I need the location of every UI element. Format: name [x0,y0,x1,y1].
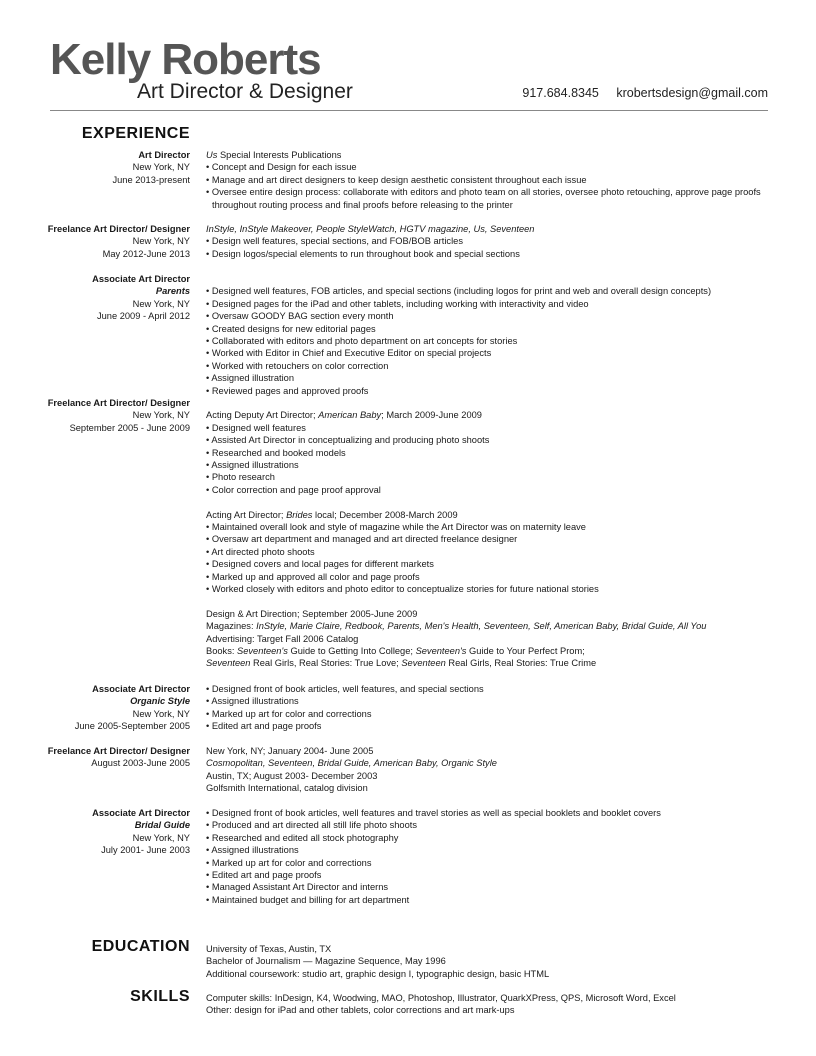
job-bullet: • Assigned illustration [206,373,295,384]
job-bullet: • Collaborated with editors and photo department on art concepts for stories [206,336,518,347]
job-bullet: • Managed Assistant Art Director and interns [206,882,389,893]
job-bullet: • Assigned illustrations [206,460,299,471]
job-bullet: • Oversaw GOODY BAG section every month [206,311,394,322]
job-location: New York, NY [132,298,190,309]
role-heading: Acting Art Director; Brides local; December 2008-March 2009 [206,509,458,520]
job-detail: Austin, TX; August 2003- December 2003 [206,770,378,781]
job-title: Freelance Art Director/ Designer [47,746,190,756]
job-publication: Organic Style [130,696,190,707]
job-bullet: • Concept and Design for each issue [206,162,357,173]
job-bullet: • Assigned illustrations [206,696,299,707]
job-employer: Us Special Interests Publications [206,150,342,160]
job-bullet: • Marked up art for color and corrections [206,708,372,719]
job-dates: July 2001- June 2003 [101,845,190,856]
phone-number: 917.684.8345 [522,86,599,100]
job-publication: Parents [155,286,190,297]
job-title: Associate Art Director [92,274,190,284]
job-bullet: • Designed covers and local pages for different markets [206,559,434,570]
job-bullet: • Design well features, special sections, and FOB/BOB articles [206,236,463,247]
contact-info [522,86,768,100]
job-bullet: • Worked with Editor in Chief and Executive Editor on special projects [206,348,492,359]
job-bullet: • Manage and art direct designers to keep design aesthetic consistent throughout each issue [206,174,587,185]
job-bullet: • Marked up and approved all color and page proofs [206,571,420,582]
job-location: New York, NY [132,236,190,247]
job-bullet: • Produced and art directed all still life photo shoots [206,820,418,831]
job-location: New York, NY [132,410,190,421]
job-dates: June 2005-September 2005 [74,721,190,732]
advertising-line: Advertising: Target Fall 2006 Catalog [206,633,359,644]
job-bullet: • Designed well features, FOB articles, and special sections (including logos for print and web and overall design concepts) [206,286,712,297]
job-dates: September 2005 - June 2009 [69,422,190,433]
job-bullet: • Photo research [206,472,275,483]
education-line: University of Texas, Austin, TX [206,944,332,954]
job-location: New York, NY [132,162,190,173]
job-bullet: • Assigned illustrations [206,845,299,856]
skills-line: Other: design for iPad and other tablets, color corrections and art mark-ups [206,1005,515,1016]
job-title: Associate Art Director [92,808,190,818]
job-bullet: • Researched and edited all stock photography [206,832,399,843]
job-title: Associate Art Director [92,684,190,694]
email-address: krobertsdesign@gmail.com [616,86,768,100]
job-bullet: • Marked up art for color and corrections [206,857,372,868]
candidate-title: Art Director & Designer [137,80,353,103]
job-bullet: • Created designs for new editorial pages [206,323,376,334]
job-dates: June 2013-present [112,174,190,185]
job-dates: August 2003-June 2005 [91,758,190,769]
candidate-name: Kelly Roberts [50,35,321,84]
job-location: New York, NY [132,832,190,843]
job-publication: Bridal Guide [134,820,190,831]
role-heading: Acting Deputy Art Director; American Baby; March 2009-June 2009 [206,410,482,421]
job-title: Art Director [138,150,190,160]
job-title: Freelance Art Director/ Designer [47,398,190,408]
magazines-line: Magazines: InStyle, Marie Claire, Redbook, Parents, Men's Health, Seventeen, Self, American Baby, Bridal Guide, All You [206,621,707,632]
education-heading: EDUCATION [91,938,190,955]
job-detail: New York, NY; January 2004- June 2005 [206,746,374,756]
education-line: Bachelor of Journalism — Magazine Sequence, May 1996 [206,956,446,967]
job-bullet: • Worked closely with editors and photo editor to conceptualize stories for future national stories [206,584,599,595]
header-divider [50,110,768,111]
job-bullet: • Maintained budget and billing for art department [206,894,410,905]
job-bullet: • Designed pages for the iPad and other tablets, including working with interactivity and video [206,298,589,309]
job-bullet: • Edited art and page proofs [206,870,322,881]
job-dates: June 2009 - April 2012 [96,311,190,322]
skills-heading: SKILLS [130,988,190,1005]
job-bullet: • Worked with retouchers on color correction [206,360,389,371]
job-bullet: • Designed front of book articles, well features, and special sections [206,684,484,694]
job-employer: InStyle, InStyle Makeover, People StyleWatch, HGTV magazine, Us, Seventeen [206,224,535,234]
job-bullet: • Art directed photo shoots [206,546,315,557]
job-detail: Golfsmith International, catalog division [206,783,368,794]
job-bullet: • Researched and booked models [206,447,346,458]
job-bullet: • Designed well features [206,422,306,433]
job-bullet: • Oversaw art department and managed and art directed freelance designer [206,534,518,545]
job-bullet: • Oversee entire design process: collaborate with editors and photo team on all stories, oversee photo retouching, approve page proofs throughout routing process and final proofs before releasing to the printer [206,187,761,210]
experience-heading: EXPERIENCE [81,125,190,142]
job-dates: May 2012-June 2013 [102,248,190,259]
job-bullet: • Color correction and page proof approval [206,484,381,495]
job-bullet: • Assisted Art Director in conceptualizing and producing photo shoots [206,435,490,446]
job-bullet: • Edited art and page proofs [206,721,322,732]
job-bullet: • Design logos/special elements to run throughout book and special sections [206,248,520,259]
job-bullet: • Reviewed pages and approved proofs [206,385,369,396]
role-heading: Design & Art Direction; September 2005-June 2009 [206,608,418,619]
skills-line: Computer skills: InDesign, K4, Woodwing, MAO, Photoshop, Illustrator, QuarkXPress, QPS, Microsoft Word, Excel [206,993,676,1003]
job-bullet: • Designed front of book articles, well features and travel stories as well as special booklets and booklet covers [206,808,661,818]
books-line: Seventeen Real Girls, Real Stories: True Love; Seventeen Real Girls, Real Stories: True Crime [206,658,597,669]
job-location: New York, NY [132,708,190,719]
education-line: Additional coursework: studio art, graphic design I, typographic design, basic HTML [206,968,550,979]
job-bullet: • Maintained overall look and style of magazine while the Art Director was on maternity leave [206,522,586,533]
job-detail: Cosmopolitan, Seventeen, Bridal Guide, American Baby, Organic Style [206,758,497,769]
books-line: Books: Seventeen's Guide to Getting Into College; Seventeen's Guide to Your Perfect Prom; [206,646,585,657]
job-title: Freelance Art Director/ Designer [47,224,190,234]
